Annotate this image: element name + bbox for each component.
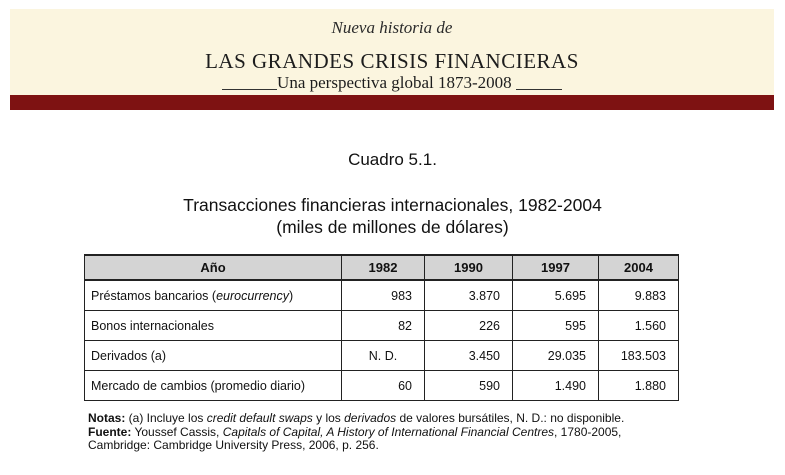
notes-text: y los bbox=[312, 411, 345, 425]
table-cell: 595 bbox=[513, 311, 599, 341]
row-label bbox=[85, 280, 342, 311]
transactions-table bbox=[84, 254, 679, 401]
table-title bbox=[0, 194, 785, 238]
table-cell: N. D. bbox=[342, 341, 425, 371]
notes-line bbox=[88, 412, 624, 426]
banner-subtitle: Nueva historia de bbox=[331, 18, 453, 37]
notes-italic: derivados bbox=[344, 411, 397, 425]
table-notes bbox=[88, 412, 624, 453]
tagline-rule-left bbox=[222, 89, 277, 90]
header-cell: 1990 bbox=[425, 255, 513, 280]
notes-text: de valores bursátiles, N. D.: no disponible. bbox=[396, 411, 625, 425]
table-cell: 983 bbox=[342, 280, 425, 311]
table-cell: 183.503 bbox=[599, 341, 679, 371]
tagline-rule-right bbox=[516, 89, 562, 90]
source-text: Youssef Cassis, bbox=[131, 424, 223, 439]
row-label: Derivados (a) bbox=[85, 341, 342, 371]
table-row bbox=[85, 371, 679, 401]
table-cell: 1.490 bbox=[513, 371, 599, 401]
row-label-italic: eurocurrency bbox=[216, 288, 290, 303]
row-label: Bonos internacionales bbox=[85, 311, 342, 341]
table-row bbox=[85, 341, 679, 371]
row-label-text: ) bbox=[289, 288, 294, 303]
table-cell: 3.870 bbox=[425, 280, 513, 311]
table-cell: 1.880 bbox=[599, 371, 679, 401]
table-cell: 29.035 bbox=[513, 341, 599, 371]
notes-label: Notas: bbox=[88, 411, 126, 425]
header-cell: 1982 bbox=[342, 255, 425, 280]
banner-bar bbox=[10, 95, 774, 110]
row-label: Mercado de cambios (promedio diario) bbox=[85, 371, 342, 401]
table-cell: 82 bbox=[342, 311, 425, 341]
table-caption: Cuadro 5.1. bbox=[348, 150, 437, 169]
banner-title: LAS GRANDES CRISIS FINANCIERAS bbox=[205, 49, 579, 73]
table-cell: 590 bbox=[425, 371, 513, 401]
source-line bbox=[88, 426, 624, 440]
header-cell: 1997 bbox=[513, 255, 599, 280]
source-line-2: Cambridge: Cambridge University Press, 2006, p. 256. bbox=[88, 438, 379, 452]
source-label: Fuente: bbox=[88, 424, 132, 439]
table-cell: 9.883 bbox=[599, 280, 679, 311]
source-italic: Capitals of Capital, A History of International Financial Centres bbox=[222, 424, 554, 439]
notes-italic: credit default swaps bbox=[206, 411, 313, 425]
table-header-row bbox=[85, 255, 679, 280]
header-cell: Año bbox=[85, 255, 342, 280]
header-cell: 2004 bbox=[599, 255, 679, 280]
source-text: , 1780-2005, bbox=[554, 424, 622, 439]
table-cell: 226 bbox=[425, 311, 513, 341]
table-cell: 3.450 bbox=[425, 341, 513, 371]
table-cell: 5.695 bbox=[513, 280, 599, 311]
table-cell: 60 bbox=[342, 371, 425, 401]
table-title-line2: (miles de millones de dólares) bbox=[276, 217, 509, 237]
notes-text: (a) Incluye los bbox=[125, 411, 207, 425]
book-banner bbox=[10, 9, 774, 95]
table-row bbox=[85, 311, 679, 341]
table-cell: 1.560 bbox=[599, 311, 679, 341]
banner-tagline: Una perspectiva global 1873-2008 bbox=[277, 73, 512, 92]
table-title-line1: Transacciones financieras internacionales, 1982-2004 bbox=[183, 195, 602, 215]
banner-tagline-row bbox=[10, 73, 774, 93]
row-label-text: Préstamos bancarios ( bbox=[91, 288, 217, 303]
table-row bbox=[85, 280, 679, 311]
